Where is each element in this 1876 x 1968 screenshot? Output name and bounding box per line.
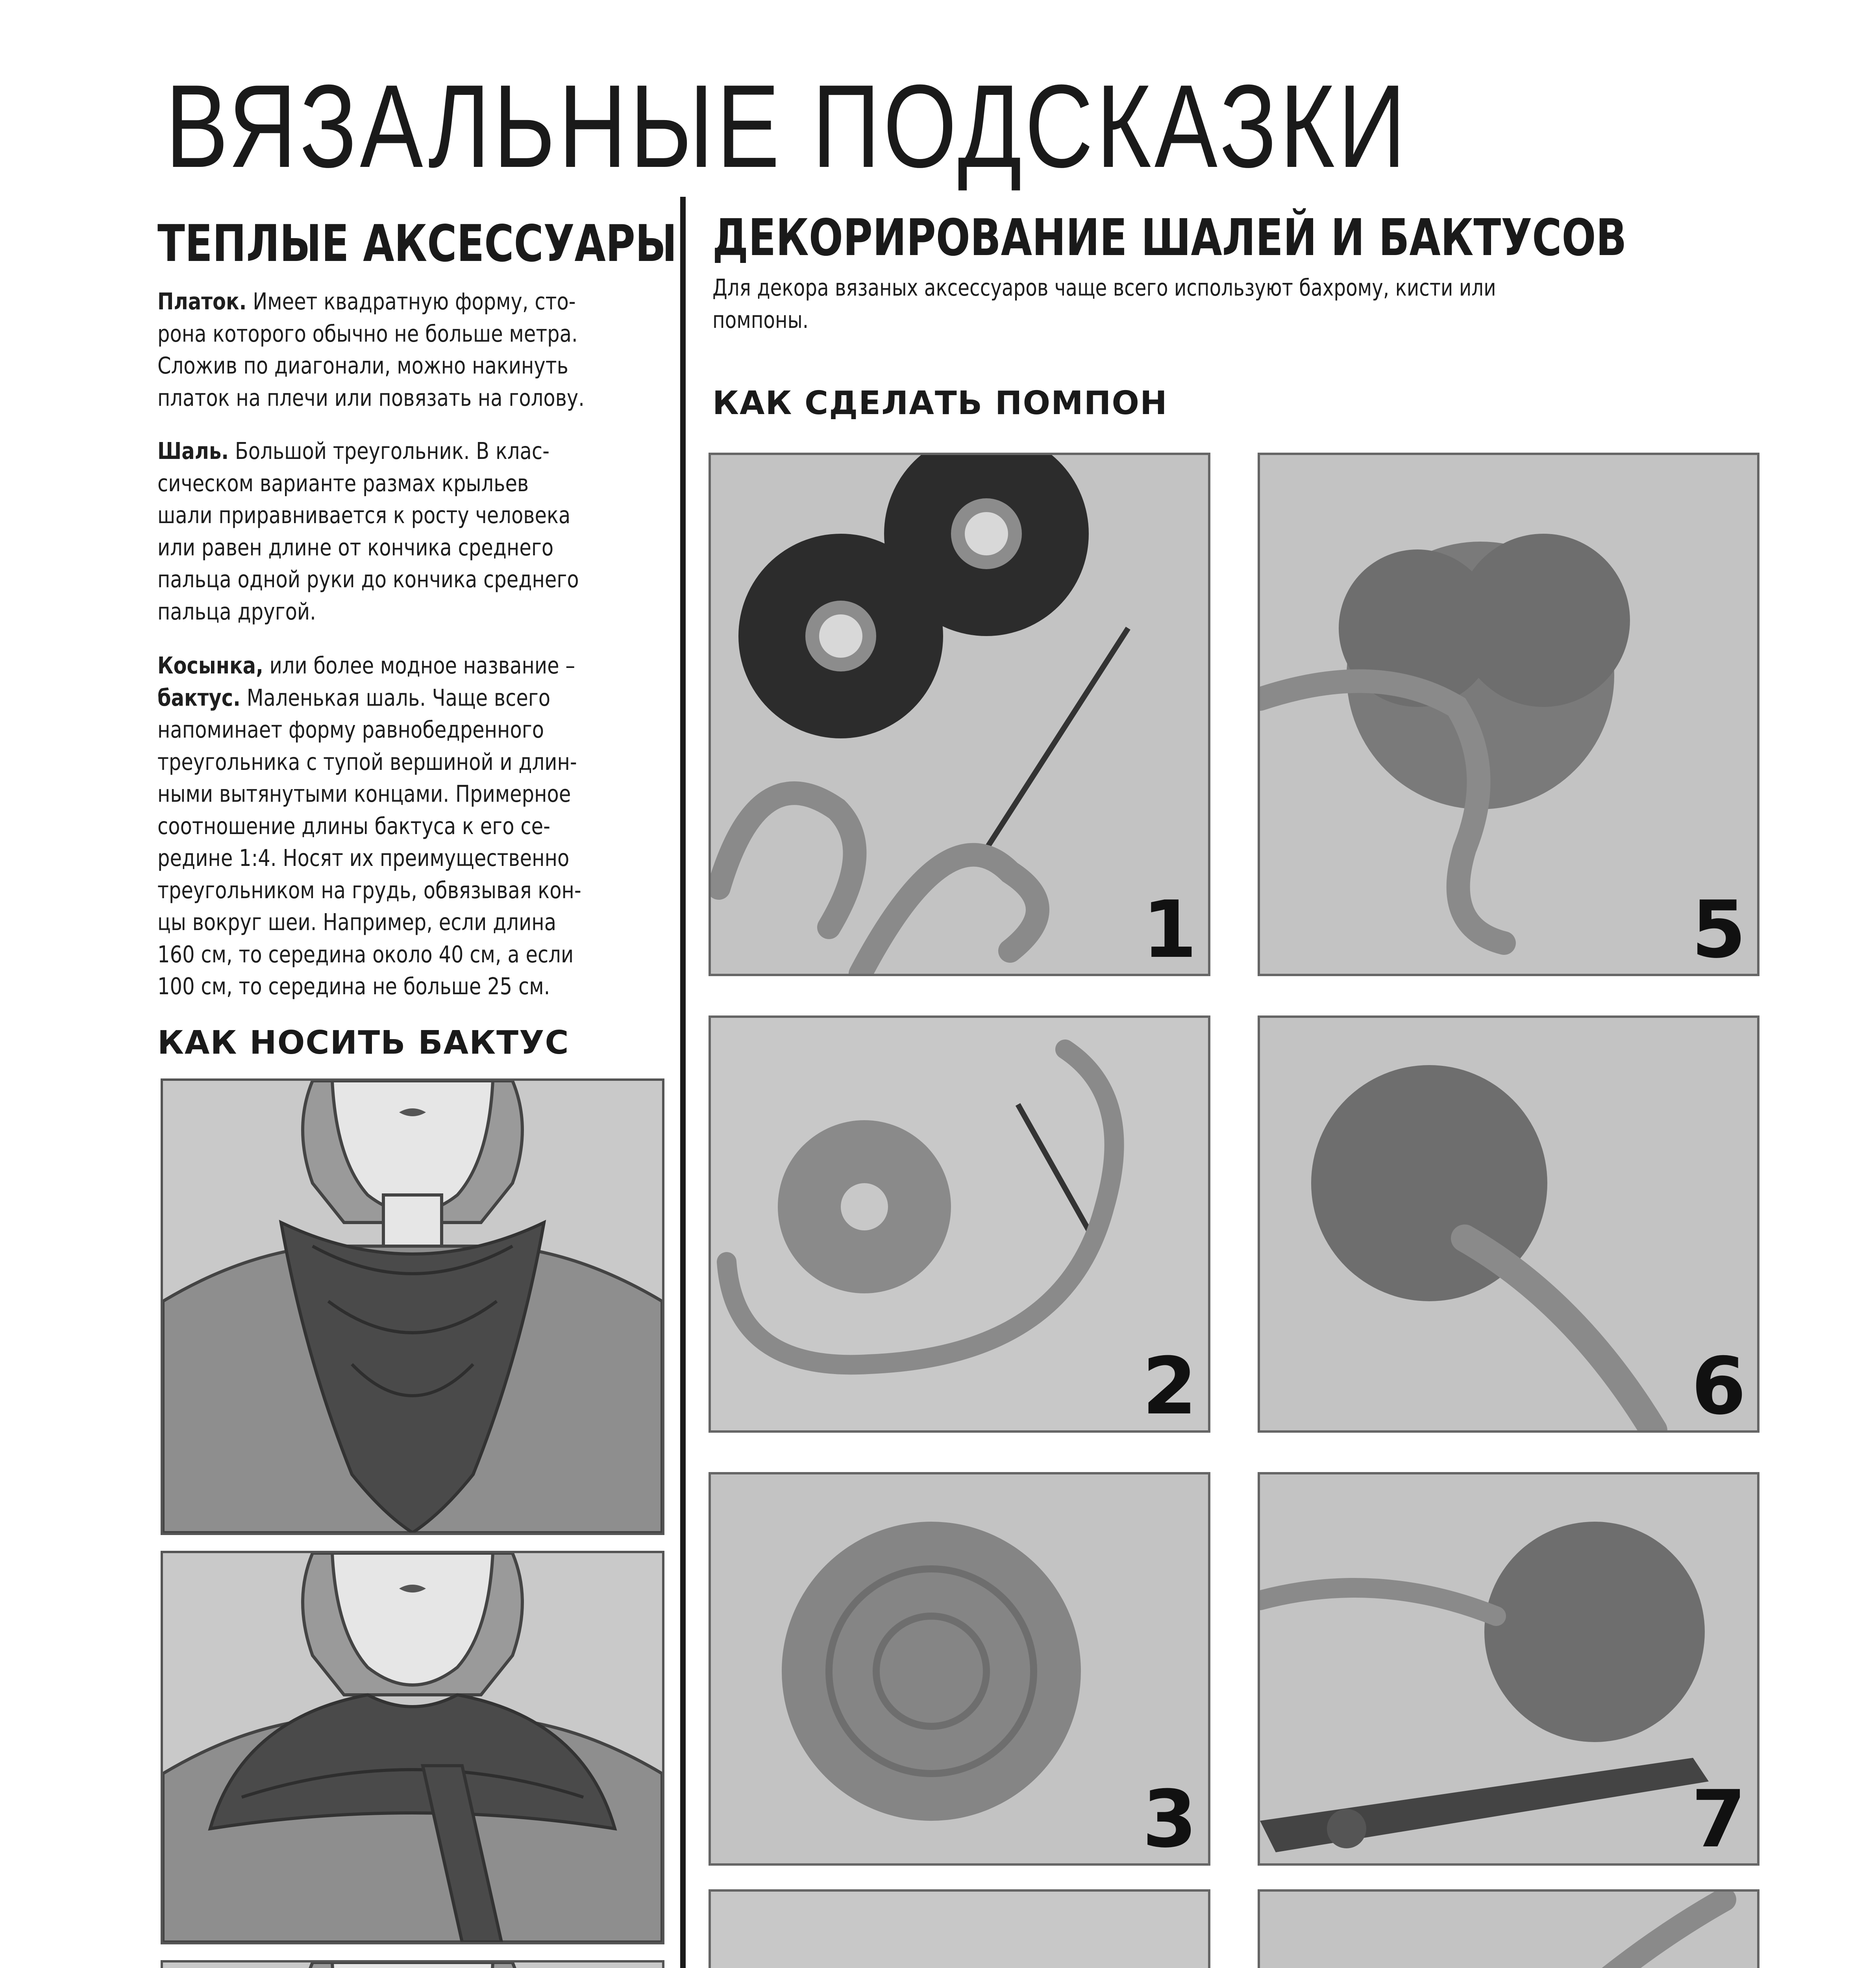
section-heading-decorating: ДЕКОРИРОВАНИЕ ШАЛЕЙ И БАКТУСОВ	[712, 209, 1627, 267]
photo-step-3	[709, 1472, 1210, 1866]
step-number: 5	[1691, 884, 1746, 976]
paragraph-kosynka	[157, 649, 650, 1002]
term-platok: Платок.	[157, 288, 247, 315]
photo-step-5	[1258, 453, 1759, 976]
page-title: ВЯЗАЛЬНЫЕ ПОДСКАЗКИ	[165, 60, 1409, 192]
text-line: рона которого обычно не больше метра.	[157, 320, 578, 347]
subheading-how-to-make-pompom: КАК СДЕЛАТЬ ПОМПОН	[712, 385, 1168, 422]
section-heading-warm-accessories: ТЕПЛЫЕ АКСЕССУАРЫ	[157, 215, 677, 273]
text-line: пальца другой.	[157, 597, 316, 625]
step-number: 2	[1142, 1341, 1197, 1432]
text-line: 160 см, то середина около 40 см, а если	[157, 940, 574, 968]
paragraph-shal	[157, 435, 650, 627]
photo-step-6	[1258, 1015, 1759, 1433]
text-line: или равен длине от кончика среднего	[157, 533, 554, 561]
illustration-baktus-triangle	[161, 1078, 664, 1535]
term-kosynka: Косынка,	[157, 652, 263, 679]
text-line: Большой треугольник. В клас-	[235, 437, 550, 464]
illustration-baktus-shawl	[161, 1551, 664, 1944]
photo-step-1	[709, 453, 1210, 976]
text-line: платок на плечи или повязать на голову.	[157, 384, 585, 411]
text-line: цы вокруг шеи. Например, если длина	[157, 908, 557, 936]
text-line: редине 1:4. Носят их преимущественно	[157, 844, 570, 871]
text-line: ными вытянутыми концами. Примерное	[157, 780, 571, 807]
text-line: пальца одной руки до кончика среднего	[157, 566, 579, 593]
paragraph-intro	[712, 272, 1781, 336]
photo-step-4	[709, 1889, 1210, 1968]
step-number: 3	[1142, 1774, 1197, 1865]
term-baktus: бактус.	[157, 684, 241, 711]
photo-step-7	[1258, 1472, 1759, 1866]
text-line: Имеет квадратную форму, сто-	[253, 288, 576, 315]
text-line: треугольника с тупой вершиной и длин-	[157, 748, 577, 775]
text-line: треугольником на грудь, обвязывая кон-	[157, 876, 581, 904]
photo-step-8	[1258, 1889, 1759, 1968]
text-line: Маленькая шаль. Чаще всего	[246, 684, 551, 711]
text-line: 100 см, то середина не больше 25 см.	[157, 973, 550, 1000]
step-number: 7	[1691, 1774, 1746, 1865]
subheading-how-to-wear: КАК НОСИТЬ БАКТУС	[157, 1024, 570, 1062]
photo-step-2	[709, 1015, 1210, 1433]
text-line: соотношение длины бактуса к его се-	[157, 812, 550, 840]
text-line: или более модное название –	[269, 652, 575, 679]
text-line: шали приравнивается к росту человека	[157, 501, 571, 529]
step-number: 1	[1142, 884, 1197, 976]
text-line: напоминает форму равнобедренного	[157, 716, 544, 743]
text-line: сическом варианте размах крыльев	[157, 469, 529, 497]
text-line: помпоны.	[712, 306, 809, 333]
step-number: 6	[1691, 1341, 1746, 1432]
term-shal: Шаль.	[157, 437, 229, 464]
text-line: Сложив по диагонали, можно накинуть	[157, 352, 568, 379]
column-divider	[680, 197, 686, 1968]
paragraph-platok	[157, 285, 650, 414]
text-line: Для декора вязаных аксессуаров чаще всего используют бахрому, кисти или	[712, 274, 1496, 301]
illustration-baktus-knot	[161, 1960, 664, 1968]
